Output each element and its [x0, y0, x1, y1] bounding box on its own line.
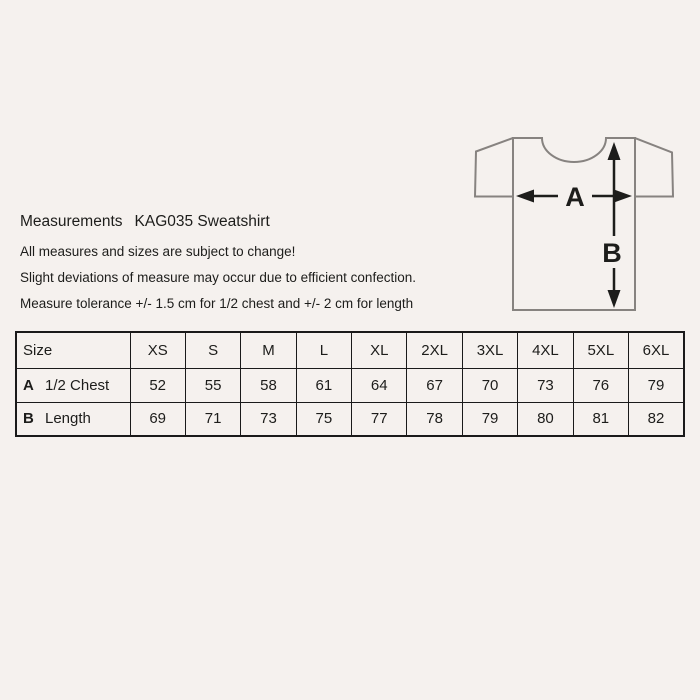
shirt-measurement-diagram — [460, 120, 685, 320]
chest-row — [16, 368, 684, 402]
note-tolerance: Measure tolerance +/- 1.5 cm for 1/2 chest and +/- 2 cm for length — [20, 296, 414, 311]
chest-value: 76 — [573, 368, 628, 402]
arrow-head-right-icon — [614, 190, 632, 203]
size-column-header: XL — [352, 332, 407, 368]
size-column-header: 2XL — [407, 332, 462, 368]
length-value: 78 — [407, 402, 462, 436]
size-column-header: L — [296, 332, 351, 368]
size-column-header: M — [241, 332, 296, 368]
length-row — [16, 402, 684, 436]
length-value: 75 — [296, 402, 351, 436]
size-column-header: XS — [130, 332, 185, 368]
size-column-header: 5XL — [573, 332, 628, 368]
length-arrow — [602, 142, 622, 308]
length-row-key: B — [23, 410, 34, 428]
chest-value: 70 — [462, 368, 517, 402]
chest-value: 52 — [130, 368, 185, 402]
shirt-left-sleeve — [475, 138, 513, 197]
length-value: 80 — [518, 402, 573, 436]
length-row-title: Length — [45, 410, 91, 428]
chest-value: 73 — [518, 368, 573, 402]
length-value: 81 — [573, 402, 628, 436]
length-value: 79 — [462, 402, 517, 436]
product-name: KAG035 Sweatshirt — [134, 213, 270, 230]
length-value: 69 — [130, 402, 185, 436]
note-subject-to-change: All measures and sizes are subject to change! — [20, 244, 296, 259]
size-column-header: 3XL — [462, 332, 517, 368]
arrow-head-up-icon — [608, 142, 621, 160]
measurements-label: Measurements — [20, 213, 123, 230]
length-value: 73 — [241, 402, 296, 436]
size-table — [15, 331, 685, 437]
chest-dimension-label: A — [565, 182, 585, 212]
chest-value: 55 — [185, 368, 240, 402]
size-header-row — [16, 332, 684, 368]
chest-value: 61 — [296, 368, 351, 402]
length-dimension-label: B — [602, 238, 622, 268]
size-column-header: 6XL — [629, 332, 684, 368]
chest-value: 67 — [407, 368, 462, 402]
length-value: 82 — [629, 402, 684, 436]
note-deviations: Slight deviations of measure may occur due to efficient confection. — [20, 270, 416, 285]
page-title — [20, 212, 270, 232]
size-column-header: S — [185, 332, 240, 368]
shirt-body-outline — [513, 138, 635, 310]
size-column-header: 4XL — [518, 332, 573, 368]
chest-value: 58 — [241, 368, 296, 402]
chest-row-key: A — [23, 376, 34, 394]
length-value: 71 — [185, 402, 240, 436]
size-header-cell: Size — [16, 332, 130, 368]
chest-value: 79 — [629, 368, 684, 402]
length-value: 77 — [352, 402, 407, 436]
chest-row-label — [16, 368, 130, 402]
chest-value: 64 — [352, 368, 407, 402]
shirt-right-sleeve — [635, 138, 673, 197]
chest-row-title: 1/2 Chest — [45, 376, 110, 394]
arrow-head-down-icon — [608, 290, 621, 308]
arrow-head-left-icon — [516, 190, 534, 203]
length-row-label — [16, 402, 130, 436]
